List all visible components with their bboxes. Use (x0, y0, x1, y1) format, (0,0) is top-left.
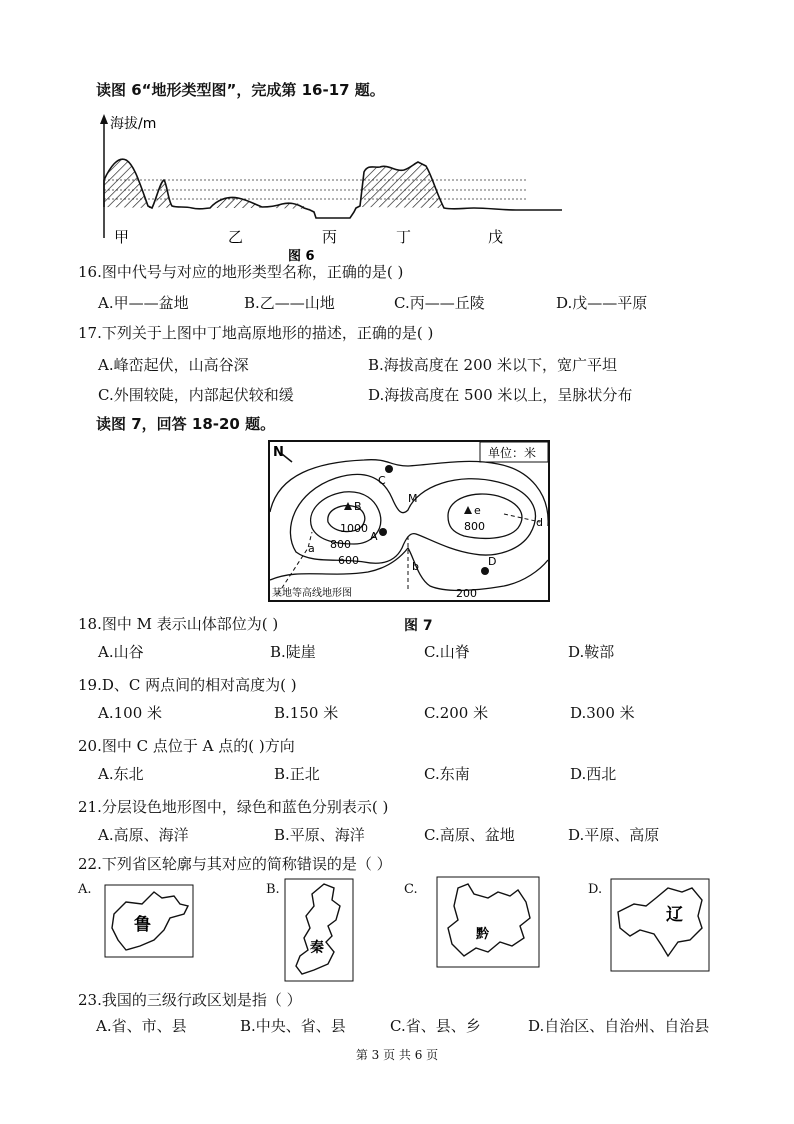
question-18-stem: 18.图中 M 表示山体部位为( ) (78, 615, 279, 633)
point-m-label: M (408, 492, 418, 505)
fig6-caption: 图 6 (288, 249, 315, 264)
question-16-stem: 16.图中代号与对应的地形类型名称，正确的是( ) (78, 263, 404, 281)
q22-option-d[interactable]: D. (588, 882, 603, 897)
q20-option-b[interactable]: B.正北 (274, 765, 320, 783)
label-800-west: 800 (330, 538, 351, 551)
q16-option-c[interactable]: C.丙——丘陵 (394, 294, 485, 312)
abbr-qian: 黔 (476, 927, 490, 942)
abbr-liao: 辽 (666, 905, 683, 925)
q23-option-c[interactable]: C.省、县、乡 (390, 1017, 481, 1035)
plateau-shape (360, 162, 444, 208)
q20-option-a[interactable]: A.东北 (98, 765, 144, 783)
q21-option-a[interactable]: A.高原、海洋 (98, 826, 189, 844)
abbr-lu: 鲁 (134, 915, 151, 935)
q19-option-d[interactable]: D.300 米 (570, 704, 635, 722)
line-a-label: a (308, 542, 315, 555)
q23-option-b[interactable]: B.中央、省、县 (240, 1017, 346, 1035)
q16-option-d[interactable]: D.戊——平原 (556, 294, 648, 312)
q22-option-b[interactable]: B. (266, 882, 280, 897)
unit-label: 单位：米 (488, 446, 537, 460)
point-d-label: D (488, 555, 497, 568)
question-19-stem: 19.D、C 两点间的相对高度为( ) (78, 676, 297, 694)
q21-option-d[interactable]: D.平原、高原 (568, 826, 660, 844)
q20-option-c[interactable]: C.东南 (424, 765, 470, 783)
province-shandong-outline[interactable] (104, 884, 194, 958)
point-c-label: C (378, 474, 386, 487)
q23-option-d[interactable]: D.自治区、自治州、自治县 (528, 1017, 710, 1035)
abbr-qin: 秦 (310, 940, 324, 956)
point-b-label: B (354, 500, 362, 513)
label-ding: 丁 (396, 228, 412, 246)
q23-option-a[interactable]: A.省、市、县 (96, 1017, 187, 1035)
q20-option-d[interactable]: D.西北 (570, 765, 617, 783)
q17-option-c[interactable]: C.外围较陡，内部起伏较和缓 (98, 386, 294, 404)
point-e-label: e (474, 504, 481, 517)
q19-option-c[interactable]: C.200 米 (424, 704, 489, 722)
contour-map-figure (268, 440, 550, 602)
line-b-label: b (412, 560, 419, 573)
page-footer: 第 3 页 共 6 页 (355, 1048, 439, 1062)
question-17-stem: 17.下列关于上图中丁地高原地形的描述，正确的是( ) (78, 324, 434, 342)
q18-option-c[interactable]: C.山脊 (424, 643, 470, 661)
point-c-dot (385, 465, 393, 473)
q16-option-b[interactable]: B.乙——山地 (244, 294, 335, 312)
line-d-label: d (536, 516, 543, 529)
question-23-stem: 23.我国的三级行政区划是指（ ） (78, 991, 302, 1009)
province-shaanxi-outline[interactable] (284, 878, 354, 982)
q22-option-a[interactable]: A. (78, 882, 92, 897)
intro-fig7: 读图 7，回答 18-20 题。 (96, 415, 276, 433)
label-600: 600 (338, 554, 359, 567)
question-20-stem: 20.图中 C 点位于 A 点的( )方向 (78, 737, 295, 755)
q18-option-a[interactable]: A.山谷 (98, 643, 144, 661)
label-yi: 乙 (228, 228, 244, 246)
q19-option-b[interactable]: B.150 米 (274, 704, 339, 722)
terrain-profile-line (104, 159, 562, 218)
fig7-caption: 图 7 (404, 618, 433, 634)
label-bing: 丙 (322, 228, 338, 246)
point-a-label: A (370, 530, 378, 543)
q18-option-d[interactable]: D.鞍部 (568, 643, 615, 661)
q17-option-d[interactable]: D.海拔高度在 500 米以上，呈脉状分布 (368, 386, 633, 404)
label-800-east: 800 (464, 520, 485, 533)
point-a-dot (379, 528, 387, 536)
question-22-stem: 22.下列省区轮廓与其对应的简称错误的是（ ） (78, 855, 392, 873)
label-wu: 戊 (488, 228, 504, 246)
q16-option-a[interactable]: A.甲——盆地 (98, 294, 189, 312)
q19-option-a[interactable]: A.100 米 (98, 704, 162, 722)
q21-option-b[interactable]: B.平原、海洋 (274, 826, 365, 844)
y-axis-arrow (100, 114, 108, 124)
question-21-stem: 21.分层设色地形图中，绿色和蓝色分别表示( ) (78, 798, 389, 816)
label-1000: 1000 (340, 522, 368, 535)
intro-fig6: 读图 6“地形类型图”，完成第 16-17 题。 (96, 81, 385, 99)
q17-option-b[interactable]: B.海拔高度在 200 米以下，宽广平坦 (368, 356, 617, 374)
terrain-profile-figure (92, 112, 572, 264)
label-jia: 甲 (114, 228, 130, 246)
q17-option-a[interactable]: A.峰峦起伏，山高谷深 (98, 356, 249, 374)
province-guizhou-outline[interactable] (436, 876, 540, 968)
fig7-title: 某地等高线地形图 (272, 588, 352, 599)
y-axis-label: 海拔/m (110, 116, 157, 132)
q21-option-c[interactable]: C.高原、盆地 (424, 826, 515, 844)
q22-option-c[interactable]: C. (404, 882, 418, 897)
label-200: 200 (456, 587, 477, 600)
q18-option-b[interactable]: B.陡崖 (270, 643, 316, 661)
point-d-dot (481, 567, 489, 575)
north-label: N (273, 445, 284, 460)
province-liaoning-outline[interactable] (610, 878, 710, 972)
